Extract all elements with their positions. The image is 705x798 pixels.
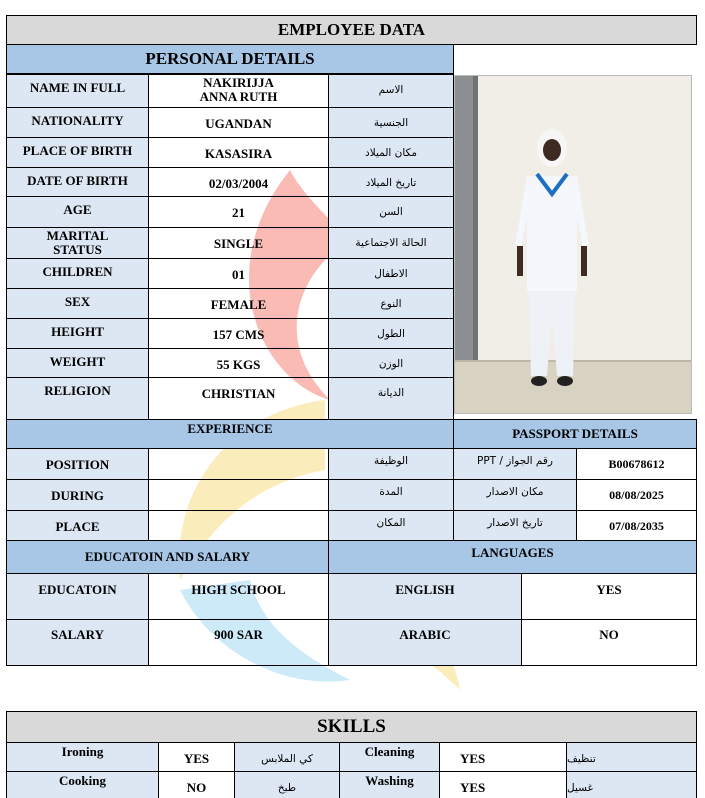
personal-label-arabic: الاسم [328, 74, 454, 108]
education-value: HIGH SCHOOL [148, 573, 329, 620]
experience-label: POSITION [6, 448, 149, 480]
personal-label: RELIGION [6, 377, 149, 420]
experience-label: PLACE [6, 510, 149, 542]
personal-label-arabic: النوع [328, 288, 454, 319]
personal-label: CHILDREN [6, 258, 149, 289]
experience-label-arabic: الوظيفة [328, 448, 454, 480]
education-label: EDUCATOIN [6, 573, 149, 620]
passport-label: تاريخ الاصدار [453, 510, 577, 542]
passport-value: 07/08/2035 [576, 510, 697, 542]
skill-value: YES [439, 771, 567, 798]
experience-value [148, 448, 329, 480]
skill-value: YES [439, 742, 567, 772]
personal-value: 01 [148, 258, 329, 289]
personal-label-arabic: تاريخ الميلاد [328, 167, 454, 197]
personal-value: 157 CMS [148, 318, 329, 349]
education-salary-header: EDUCATOIN AND SALARY [6, 540, 329, 574]
skill-label: Cooking [6, 771, 159, 798]
employee-data-title: EMPLOYEE DATA [6, 15, 697, 45]
language-value-english: YES [521, 573, 697, 620]
personal-value: FEMALE [148, 288, 329, 319]
personal-label: WEIGHT [6, 348, 149, 378]
personal-value: UGANDAN [148, 107, 329, 138]
personal-label: HEIGHT [6, 318, 149, 349]
passport-value: B00678612 [576, 448, 697, 480]
languages-header: LANGUAGES [328, 540, 697, 574]
personal-label-arabic: الاطفال [328, 258, 454, 289]
personal-label: MARITAL STATUS [6, 227, 149, 259]
personal-value: SINGLE [148, 227, 329, 259]
skill-label: Washing [339, 771, 440, 798]
language-label-english: ENGLISH [328, 573, 522, 620]
skill-label: Cleaning [339, 742, 440, 772]
personal-details-header: PERSONAL DETAILS [6, 44, 454, 74]
personal-value: KASASIRA [148, 137, 329, 168]
personal-label: AGE [6, 196, 149, 228]
personal-label: SEX [6, 288, 149, 319]
passport-label: PPT / رقم الجواز [453, 448, 577, 480]
experience-label: DURING [6, 479, 149, 511]
skill-label-arabic: كي الملابس [234, 742, 340, 772]
experience-label-arabic: المدة [328, 479, 454, 511]
passport-label: مكان الاصدار [453, 479, 577, 511]
language-value-arabic: NO [521, 619, 697, 666]
experience-value [148, 479, 329, 511]
personal-value: 02/03/2004 [148, 167, 329, 197]
language-label-arabic: ARABIC [328, 619, 522, 666]
personal-value: 21 [148, 196, 329, 228]
skills-header: SKILLS [6, 711, 697, 743]
personal-value: 55 KGS [148, 348, 329, 378]
skill-value: YES [158, 742, 235, 772]
skill-label-arabic: غسيل [566, 771, 697, 798]
personal-label: NAME IN FULL [6, 74, 149, 108]
personal-label-arabic: السن [328, 196, 454, 228]
personal-label-arabic: الحالة الاجتماعية [328, 227, 454, 259]
skill-label-arabic: تنظيف [566, 742, 697, 772]
personal-label: NATIONALITY [6, 107, 149, 138]
personal-label: PLACE OF BIRTH [6, 137, 149, 168]
personal-label-arabic: مكان الميلاد [328, 137, 454, 168]
employee-photo [454, 75, 692, 414]
passport-value: 08/08/2025 [576, 479, 697, 511]
salary-label: SALARY [6, 619, 149, 666]
personal-label: DATE OF BIRTH [6, 167, 149, 197]
experience-header: EXPERIENCE [6, 419, 454, 449]
personal-value: CHRISTIAN [148, 377, 329, 420]
personal-value: NAKIRIJJA ANNA RUTH [148, 74, 329, 108]
experience-label-arabic: المكان [328, 510, 454, 542]
skill-label-arabic: طبخ [234, 771, 340, 798]
experience-value [148, 510, 329, 542]
personal-label-arabic: الوزن [328, 348, 454, 378]
passport-details-header: PASSPORT DETAILS [453, 419, 697, 449]
skill-label: Ironing [6, 742, 159, 772]
salary-value: 900 SAR [148, 619, 329, 666]
personal-label-arabic: الديانة [328, 377, 454, 420]
personal-label-arabic: الجنسية [328, 107, 454, 138]
personal-label-arabic: الطول [328, 318, 454, 349]
skill-value: NO [158, 771, 235, 798]
